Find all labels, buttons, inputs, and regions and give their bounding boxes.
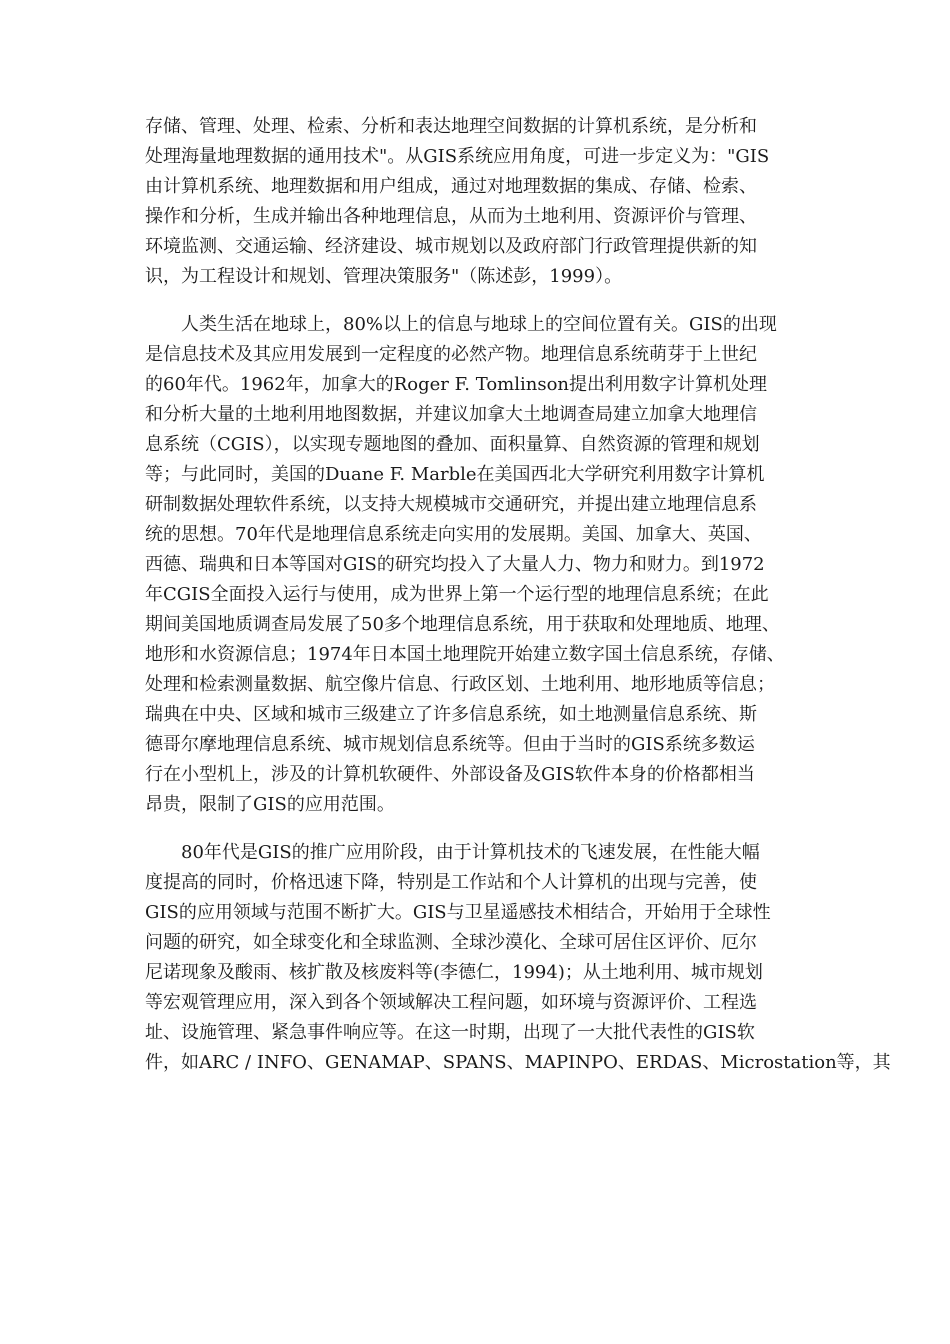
text-line: 西德、瑞典和日本等国对GIS的研究均投入了大量人力、物力和财力。到1972 [145, 554, 765, 575]
text-line: 址、设施管理、紧急事件响应等。在这一时期，出现了一大批代表性的GIS软 [145, 1022, 755, 1043]
text-line: 存储、管理、处理、检索、分析和表达地理空间数据的计算机系统，是分析和 [145, 116, 757, 137]
text-line: 处理海量地理数据的通用技术"。从GIS系统应用角度，可进一步定义为："GIS [145, 146, 770, 167]
text-line: 期间美国地质调查局发展了50多个地理信息系统，用于获取和处理地质、地理、 [145, 614, 780, 635]
text-line: 问题的研究，如全球变化和全球监测、全球沙漠化、全球可居住区评价、厄尔 [145, 932, 757, 953]
text-line: 等；与此同时，美国的Duane F. Marble在美国西北大学研究利用数字计算机 [145, 464, 765, 485]
text-line: GIS的应用领域与范围不断扩大。GIS与卫星遥感技术相结合，开始用于全球性 [145, 902, 771, 923]
text-line: 等宏观管理应用，深入到各个领域解决工程问题，如环境与资源评价、工程选 [145, 992, 757, 1013]
text-line: 识，为工程设计和规划、管理决策服务"（陈述彭，1999）。 [145, 266, 623, 287]
body-text [145, 112, 891, 1078]
text-line: 度提高的同时，价格迅速下降，特别是工作站和个人计算机的出现与完善，使 [145, 872, 757, 893]
text-line: 处理和检索测量数据、航空像片信息、行政区划、土地利用、地形地质等信息； [145, 674, 775, 695]
text-line: 研制数据处理软件系统，以支持大规模城市交通研究，并提出建立地理信息系 [145, 494, 757, 515]
text-line: 德哥尔摩地理信息系统、城市规划信息系统等。但由于当时的GIS系统多数运 [145, 734, 755, 755]
text-line: 是信息技术及其应用发展到一定程度的必然产物。地理信息系统萌芽于上世纪 [145, 344, 757, 365]
paragraph-3 [145, 838, 891, 1078]
text-line: 昂贵，限制了GIS的应用范围。 [145, 794, 395, 815]
text-line: 由计算机系统、地理数据和用户组成，通过对地理数据的集成、存储、检索、 [145, 176, 757, 197]
text-line: 操作和分析，生成并输出各种地理信息，从而为土地利用、资源评价与管理、 [145, 206, 757, 227]
text-line: 和分析大量的土地利用地图数据，并建议加拿大土地调查局建立加拿大地理信 [145, 404, 757, 425]
text-line: 统的思想。70年代是地理信息系统走向实用的发展期。美国、加拿大、英国、 [145, 524, 762, 545]
text-line: 环境监测、交通运输、经济建设、城市规划以及政府部门行政管理提供新的知 [145, 236, 757, 257]
paragraph-1 [145, 112, 810, 292]
text-line: 地形和水资源信息；1974年日本国土地理院开始建立数字国土信息系统，存储、 [145, 644, 785, 665]
text-line: 80年代是GIS的推广应用阶段，由于计算机技术的飞速发展，在性能大幅 [181, 842, 760, 863]
text-line: 尼诺现象及酸雨、核扩散及核废料等(李德仁，1994)；从土地利用、城市规划 [145, 962, 763, 983]
text-line: 年CGIS全面投入运行与使用，成为世界上第一个运行型的地理信息系统；在此 [145, 584, 769, 605]
text-line: 息系统（CGIS），以实现专题地图的叠加、面积量算、自然资源的管理和规划 [145, 434, 760, 455]
text-line: 件，如ARC / INFO、GENAMAP、SPANS、MAPINPO、ERDAS、Microstation等，其 [145, 1052, 891, 1073]
text-line: 行在小型机上，涉及的计算机软硬件、外部设备及GIS软件本身的价格都相当 [145, 764, 755, 785]
text-line: 人类生活在地球上，80%以上的信息与地球上的空间位置有关。GIS的出现 [181, 314, 777, 335]
text-line: 的60年代。1962年，加拿大的Roger F. Tomlinson提出利用数字计算机处理 [145, 374, 768, 395]
text-line: 瑞典在中央、区域和城市三级建立了许多信息系统，如土地测量信息系统、斯 [145, 704, 757, 725]
paragraph-2 [145, 310, 810, 820]
